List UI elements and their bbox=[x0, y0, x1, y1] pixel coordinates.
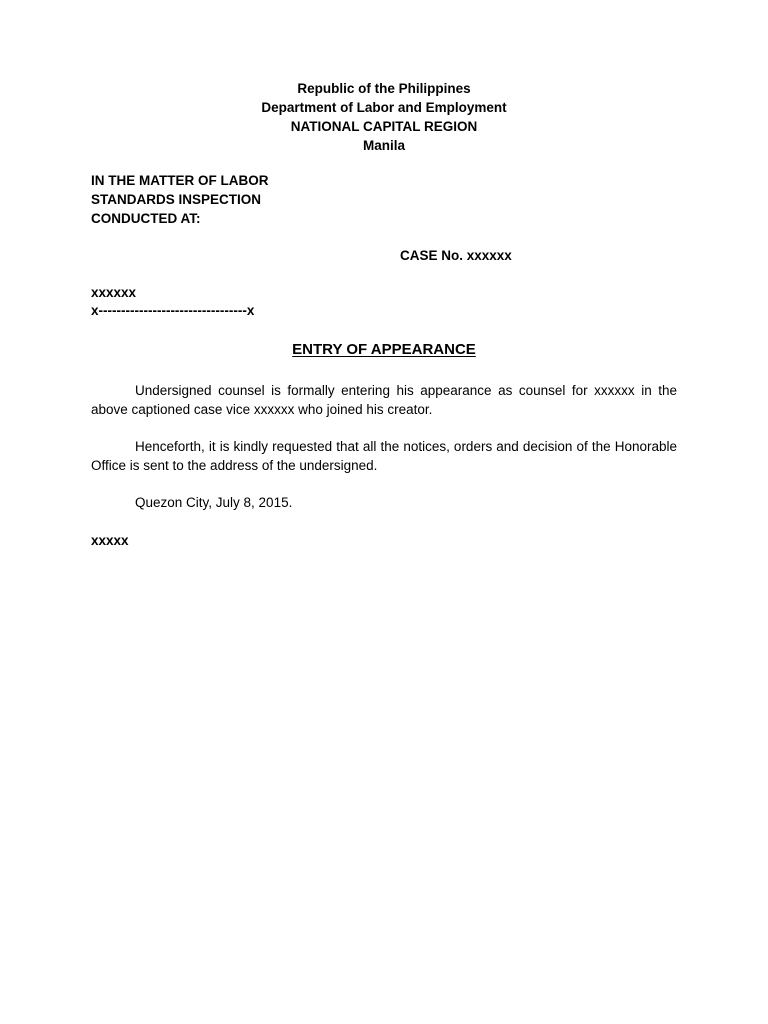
party-block bbox=[91, 284, 254, 320]
header-republic: Republic of the Philippines bbox=[297, 81, 471, 96]
caption-line-1: IN THE MATTER OF LABOR bbox=[91, 173, 269, 188]
document-title bbox=[0, 340, 768, 360]
document-title-text: ENTRY OF APPEARANCE bbox=[292, 341, 476, 358]
case-number: CASE No. xxxxxx bbox=[400, 248, 512, 263]
signature-name: xxxxx bbox=[91, 533, 129, 548]
body-paragraph-2: Henceforth, it is kindly requested that all the notices, orders and decision of the Honorable Office is sent to the address of the undersigned. bbox=[91, 439, 677, 473]
party-name: xxxxxx bbox=[91, 285, 137, 300]
dateline: Quezon City, July 8, 2015. bbox=[135, 495, 293, 510]
caption-line-2: STANDARDS INSPECTION bbox=[91, 192, 262, 207]
case-caption bbox=[91, 171, 268, 228]
header-department: Department of Labor and Employment bbox=[261, 100, 507, 115]
body-paragraph-1: Undersigned counsel is formally entering his appearance as counsel for xxxxxx in the above captioned case vice xxxxxx who joined his creator. bbox=[91, 383, 677, 417]
caption-line-3: CONDUCTED AT: bbox=[91, 211, 201, 226]
header-region: NATIONAL CAPITAL REGION bbox=[290, 119, 478, 134]
document-header bbox=[0, 79, 768, 155]
header-city: Manila bbox=[362, 138, 405, 153]
caption-separator: x---------------------------------x bbox=[91, 303, 255, 318]
